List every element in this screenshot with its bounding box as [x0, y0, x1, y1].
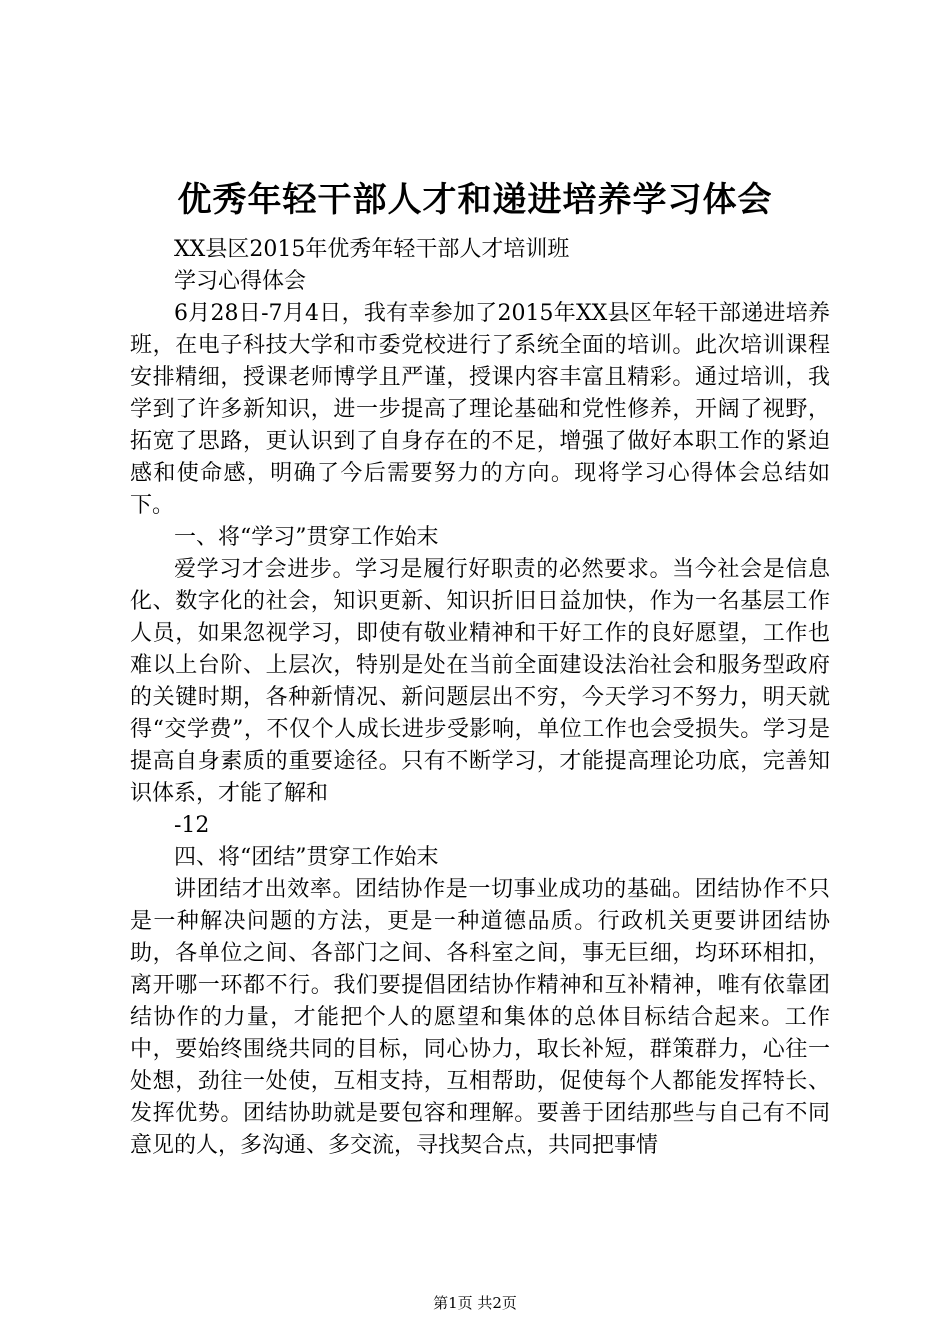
- section-heading: 一、将“学习”贯穿工作始末: [174, 525, 439, 550]
- page-fragment-marker: -12: [174, 813, 210, 838]
- subtitle-line: 学习心得体会: [174, 269, 307, 294]
- document-body: [130, 234, 830, 1162]
- body-paragraph: 讲团结才出效率。团结协作是一切事业成功的基础。团结协作不只是一种解决问题的方法，更是一种道德品质。行政机关更要讲团结协助，各单位之间、各部门之间、各科室之间，事无巨细，均环环相扣，离开哪一环都不行。我们要提倡团结协作精神和互补精神，唯有依靠团结协作的力量，才能把个人的愿望和集体的总体目标结合起来。工作中，要始终围绕共同的目标，同心协力，取长补短，群策群力，心往一处想，劲往一处使，互相支持，互相帮助，促使每个人都能发挥特长、发挥优势。团结协助就是要包容和理解。要善于团结那些与自己有不同意见的人，多沟通、多交流，寻找契合点，共同把事情: [130, 877, 830, 1158]
- section-heading: 四、将“团结”贯穿工作始末: [174, 845, 439, 870]
- body-paragraph: 爱学习才会进步。学习是履行好职责的必然要求。当今社会是信息化、数字化的社会，知识更新、知识折旧日益加快，作为一名基层工作人员，如果忽视学习，即使有敬业精神和干好工作的良好愿望，工作也难以上台阶、上层次，特别是处在当前全面建设法治社会和服务型政府的关键时期，各种新情况、新问题层出不穷，今天学习不努力，明天就得“交学费”，不仅个人成长进步受影响，单位工作也会受损失。学习是提高自身素质的重要途径。只有不断学习，才能提高理论功底，完善知识体系，才能了解和: [130, 557, 830, 806]
- document-title: 优秀年轻干部人才和递进培养学习体会: [177, 180, 773, 220]
- page-footer: 第1页 共2页: [433, 1294, 517, 1312]
- subtitle-line: XX县区2015年优秀年轻干部人才培训班: [174, 237, 570, 262]
- body-paragraph: 6月28日-7月4日，我有幸参加了2015年XX县区年轻干部递进培养班，在电子科技大学和市委党校进行了系统全面的培训。此次培训课程安排精细，授课老师博学且严谨，授课内容丰富且精彩。通过培训，我学到了许多新知识，进一步提高了理论基础和党性修养，开阔了视野，拓宽了思路，更认识到了自身存在的不足，增强了做好本职工作的紧迫感和使命感，明确了今后需要努力的方向。现将学习心得体会总结如下。: [130, 301, 830, 518]
